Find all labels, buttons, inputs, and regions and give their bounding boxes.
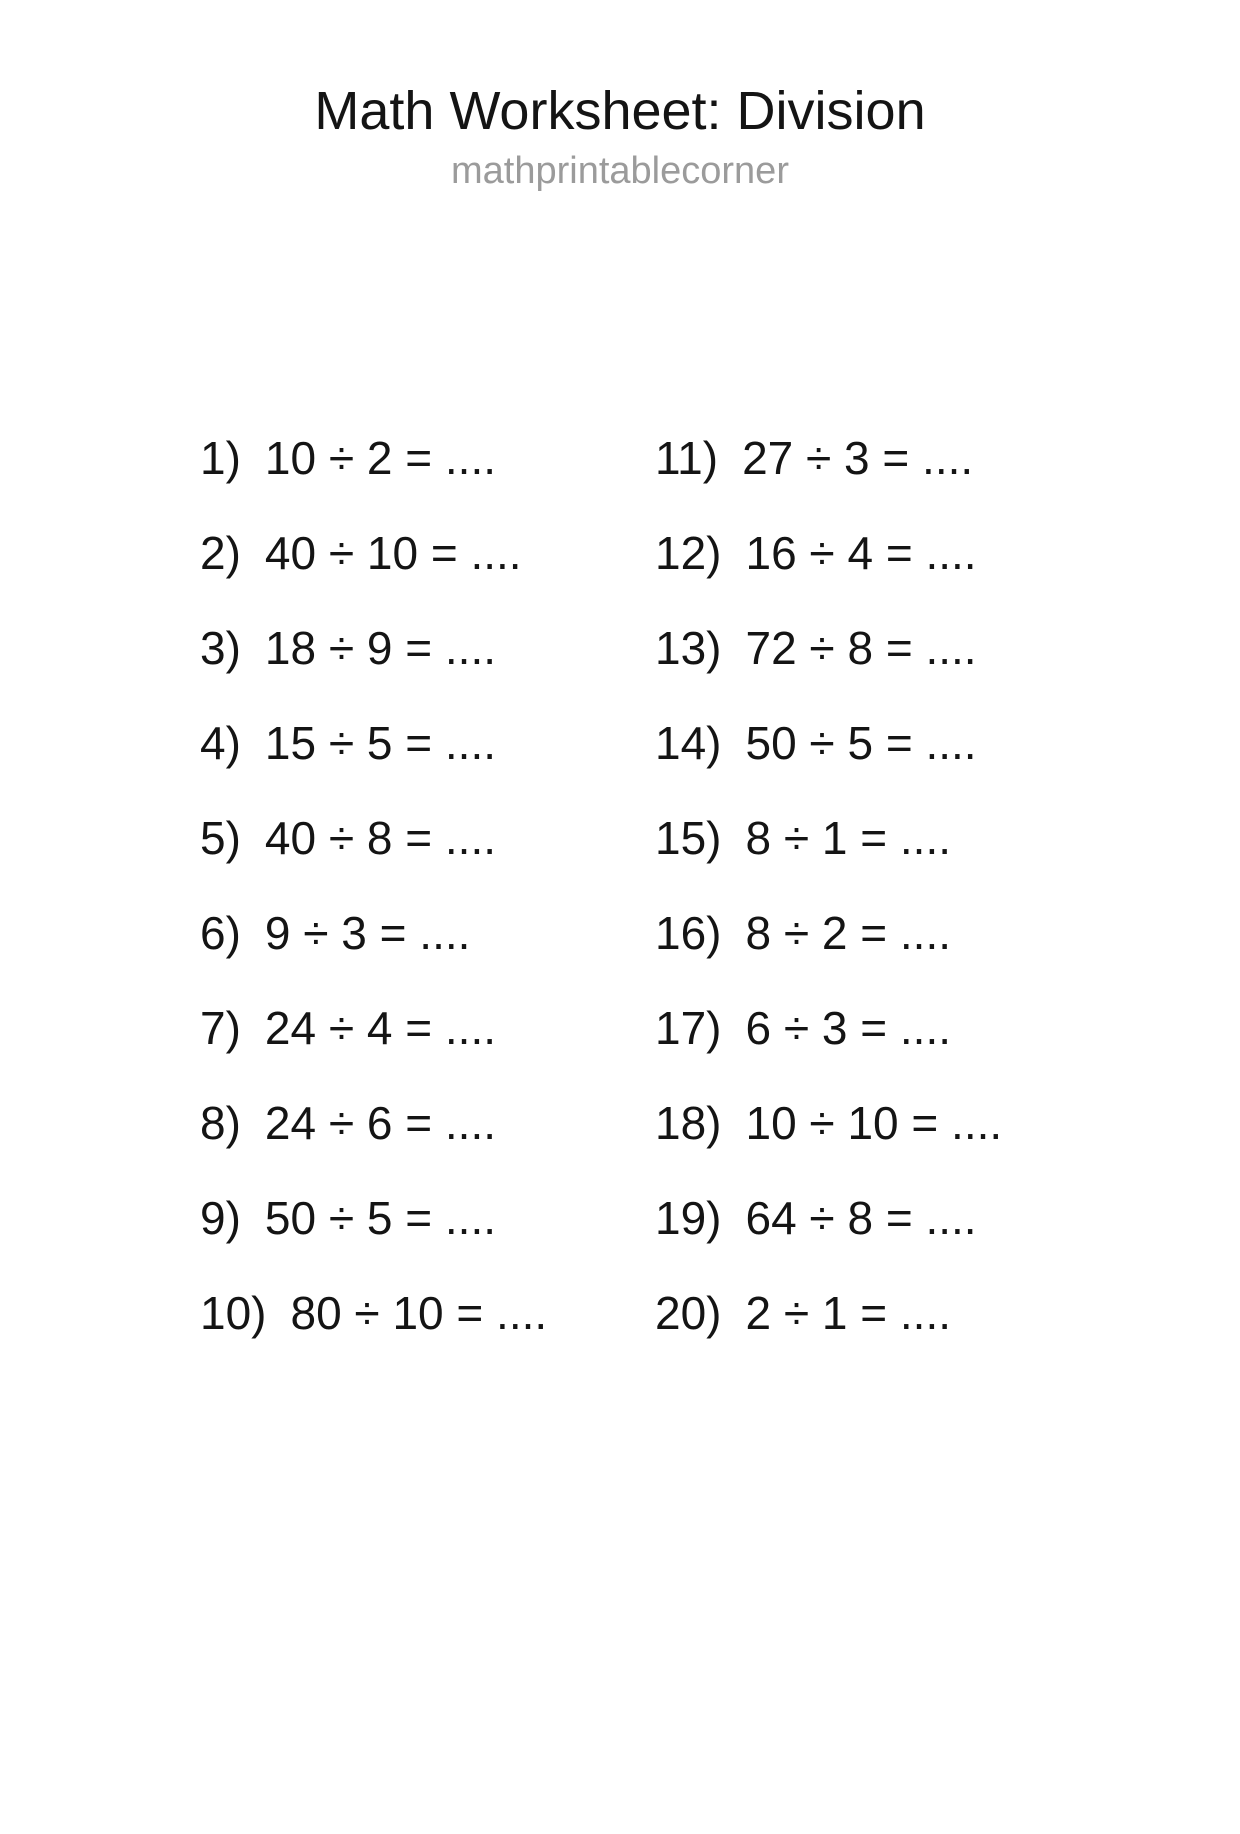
problem-number: 6): [200, 906, 241, 959]
problem-row: [200, 600, 655, 695]
problem-number: 11): [655, 431, 719, 484]
problem-number: 18): [655, 1096, 722, 1149]
problem-expression: 64 ÷ 8 = ....: [745, 1191, 977, 1244]
problem-number: 10): [200, 1286, 267, 1339]
problem-expression: 15 ÷ 5 = ....: [264, 716, 497, 769]
problem-row: [200, 790, 655, 885]
problem-expression: 80 ÷ 10 = ....: [290, 1286, 548, 1339]
worksheet-page: [0, 80, 1240, 1834]
problem-number: 19): [655, 1191, 722, 1244]
problem-expression: 40 ÷ 8 = ....: [264, 811, 497, 864]
problem-number: 17): [655, 1001, 722, 1054]
problem-expression: 2 ÷ 1 = ....: [745, 1286, 952, 1339]
problem-expression: 24 ÷ 6 = ....: [264, 1096, 497, 1149]
problem-row: [655, 980, 1240, 1075]
problem-row: [655, 1075, 1240, 1170]
problem-number: 1): [200, 431, 241, 484]
problem-number: 4): [200, 716, 241, 769]
problem-number: 20): [655, 1286, 722, 1339]
problem-row: [200, 980, 655, 1075]
problem-row: [655, 410, 1240, 505]
problem-row: [200, 1265, 655, 1360]
problem-row: [200, 1170, 655, 1265]
problem-row: [200, 1075, 655, 1170]
problem-expression: 50 ÷ 5 = ....: [745, 716, 977, 769]
problem-number: 7): [200, 1001, 241, 1054]
problem-expression: 40 ÷ 10 = ....: [264, 526, 522, 579]
problem-column-left: [200, 410, 655, 1360]
problem-row: [655, 885, 1240, 980]
problem-expression: 24 ÷ 4 = ....: [264, 1001, 497, 1054]
problem-expression: 10 ÷ 10 = ....: [745, 1096, 1003, 1149]
problem-expression: 6 ÷ 3 = ....: [745, 1001, 952, 1054]
problem-expression: 9 ÷ 3 = ....: [264, 906, 471, 959]
problem-row: [200, 505, 655, 600]
problem-number: 12): [655, 526, 722, 579]
problem-expression: 10 ÷ 2 = ....: [264, 431, 497, 484]
problem-row: [655, 1170, 1240, 1265]
problem-number: 3): [200, 621, 241, 674]
problem-row: [655, 600, 1240, 695]
problem-expression: 27 ÷ 3 = ....: [742, 431, 974, 484]
problem-column-right: [655, 410, 1240, 1360]
worksheet-title: Math Worksheet: Division: [314, 81, 926, 141]
problem-expression: 16 ÷ 4 = ....: [745, 526, 977, 579]
problem-row: [200, 410, 655, 505]
problem-number: 2): [200, 526, 241, 579]
problem-number: 15): [655, 811, 722, 864]
problem-expression: 8 ÷ 2 = ....: [745, 906, 952, 959]
problem-row: [655, 695, 1240, 790]
problem-expression: 18 ÷ 9 = ....: [264, 621, 497, 674]
problem-row: [200, 885, 655, 980]
problem-row: [655, 505, 1240, 600]
problem-number: 16): [655, 906, 722, 959]
problem-expression: 72 ÷ 8 = ....: [745, 621, 977, 674]
site-watermark: mathprintablecorner: [451, 150, 789, 193]
problem-number: 5): [200, 811, 241, 864]
problem-number: 8): [200, 1096, 241, 1149]
problem-row: [655, 1265, 1240, 1360]
problem-number: 9): [200, 1191, 241, 1244]
problem-row: [200, 695, 655, 790]
problem-list: [0, 410, 1240, 1360]
problem-row: [655, 790, 1240, 885]
problem-number: 14): [655, 716, 722, 769]
problem-expression: 50 ÷ 5 = ....: [264, 1191, 497, 1244]
problem-expression: 8 ÷ 1 = ....: [745, 811, 952, 864]
problem-number: 13): [655, 621, 722, 674]
